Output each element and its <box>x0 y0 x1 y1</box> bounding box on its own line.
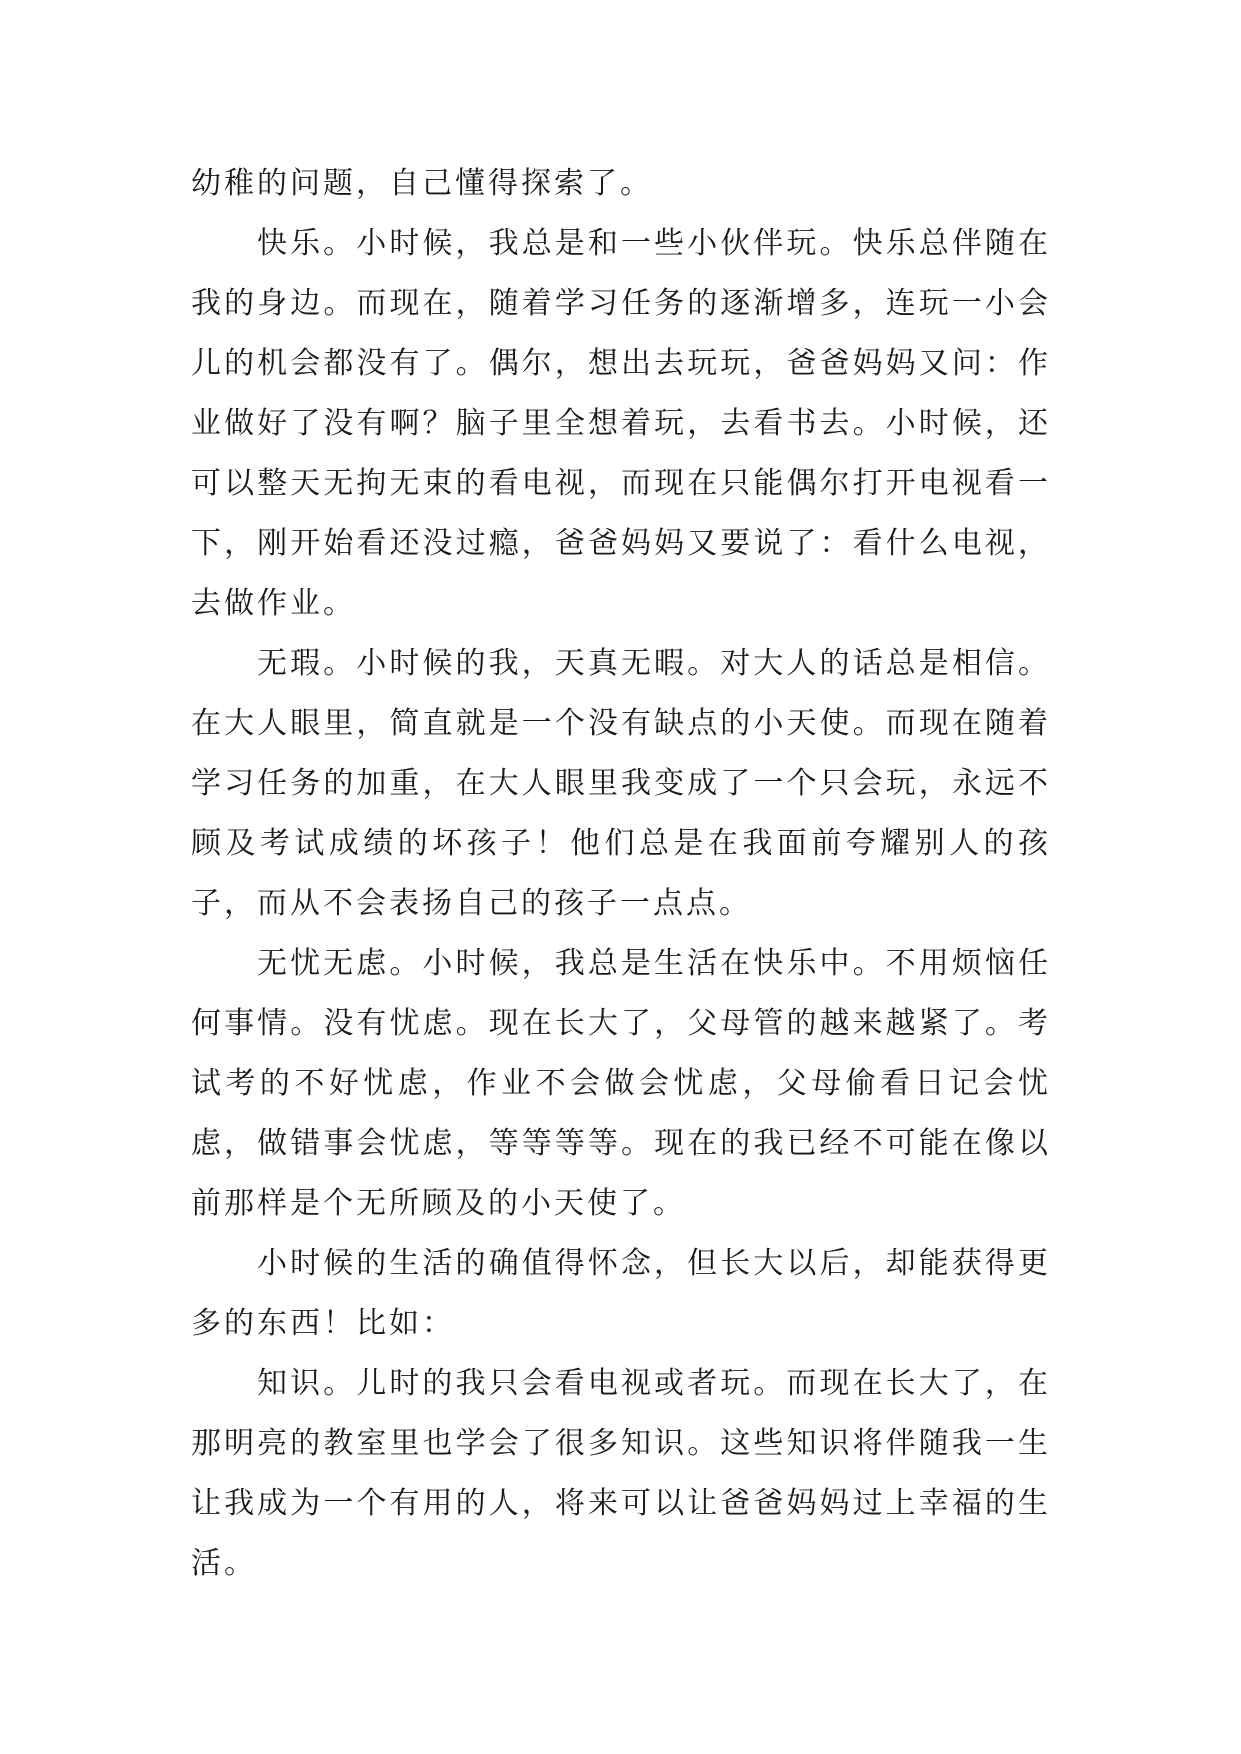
paragraph-transition: 小时候的生活的确值得怀念，但长大以后，却能获得更多的东西！比如： <box>191 1246 1051 1341</box>
paragraph-happiness: 快乐。小时候，我总是和一些小伙伴玩。快乐总伴随在我的身边。而现在，随着学习任务的逐渐增多，连玩一小会儿的机会都没有了。偶尔，想出去玩玩，爸爸妈妈又问：作业做好了没有啊？脑子里全想着玩，去看书去。小时候，还可以整天无拘无束的看电视，而现在只能偶尔打开电视看一下，刚开始看还没过瘾，爸爸妈妈又要说了：看什么电视，去做作业。 <box>191 226 1051 621</box>
paragraph-carefree: 无忧无虑。小时候，我总是生活在快乐中。不用烦恼任何事情。没有忧虑。现在长大了，父母管的越来越紧了。考试考的不好忧虑，作业不会做会忧虑，父母偷看日记会忧虑，做错事会忧虑，等等等等。现在的我已经不可能在像以前那样是个无所顾及的小天使了。 <box>191 946 1051 1221</box>
paragraph-knowledge: 知识。儿时的我只会看电视或者玩。而现在长大了，在那明亮的教室里也学会了很多知识。这些知识将伴随我一生让我成为一个有用的人，将来可以让爸爸妈妈过上幸福的生活。 <box>191 1366 1051 1581</box>
document-body <box>191 154 1051 1594</box>
paragraph-continuation: 幼稚的问题，自己懂得探索了。 <box>191 166 653 201</box>
paragraph-innocence: 无瑕。小时候的我，天真无暇。对大人的话总是相信。在大人眼里，简直就是一个没有缺点的小天使。而现在随着学习任务的加重，在大人眼里我变成了一个只会玩，永远不顾及考试成绩的坏孩子！他们总是在我面前夸耀别人的孩子，而从不会表扬自己的孩子一点点。 <box>191 646 1051 921</box>
